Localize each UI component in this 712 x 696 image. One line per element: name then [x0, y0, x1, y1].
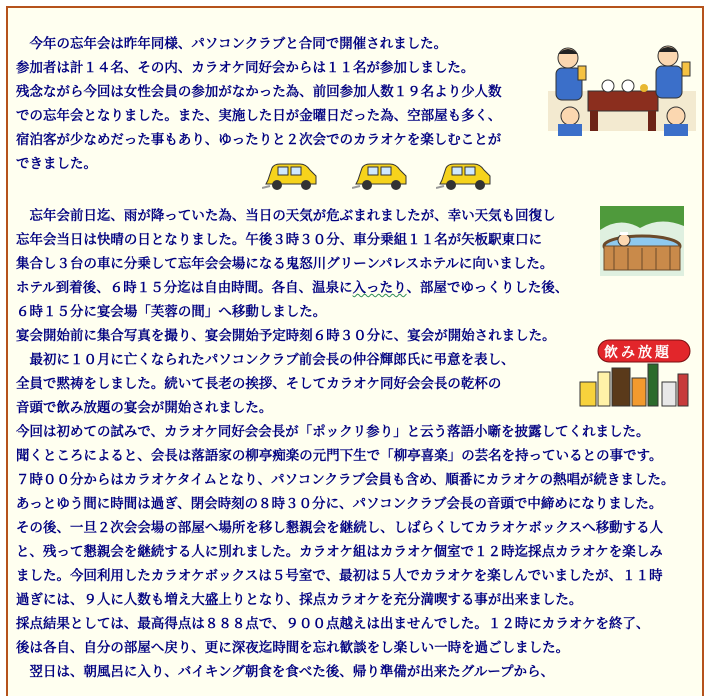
text-line: 後は各自、自分の部屋へ戻り、更に深夜迄時間を忘れ歓談をし楽しい一時を過ごしました。: [16, 641, 570, 656]
text-line: 今回は初めての試みで、カラオケ同好会会長が「ポックリ参り」と云う落語小噺を披露してくれました。: [16, 425, 650, 440]
car-icon: [262, 158, 320, 192]
text-line: ７時００分からはカラオケタイムとなり、パソコンクラブ会員も含め、順番にカラオケの熱唱が続きました。: [16, 473, 675, 488]
badge-label: 飲み放題: [604, 345, 672, 361]
text-line: ６時１５分に宴会場「芙蓉の間」へ移動しました。: [16, 305, 327, 320]
text-line: 忘年会前日迄、雨が降っていた為、当日の天気が危ぶまれましたが、幸い天気も回復し: [16, 209, 556, 224]
text-line: 参加者は計１４名、その内、カラオケ同好会からは１１名が参加しました。: [16, 61, 475, 76]
party-illustration: [548, 36, 696, 136]
text-segment: ホテル到着後、６時１５分迄は自由時間。各自、温泉に: [16, 281, 353, 296]
text-line: 翌日は、朝風呂に入り、バイキング朝食を食べた後、帰り準備が出来たグループから、: [16, 665, 555, 680]
spellcheck-underlined-word: 入ったり: [352, 281, 407, 296]
text-line: あっとゆう間に時間は過ぎ、閉会時刻の８時３０分に、パソコンクラブ会長の音頭で中締めになりました。: [16, 497, 663, 512]
car-icon: [352, 158, 410, 192]
text-line: での忘年会となりました。また、実施した日が金曜日だった為、空部屋も多く、: [16, 109, 502, 124]
text-line: その後、一旦２次会会場の部屋へ場所を移し懇親会を継続し、しばらくしてカラオケボックスへ移動する人: [16, 521, 664, 536]
text-segment: 、部屋でゆっくりした後、: [406, 281, 569, 296]
car-icon: [436, 158, 494, 192]
text-line: 忘年会当日は快晴の日となりました。午後３時３０分、車分乗組１１名が矢板駅東口に: [16, 233, 543, 248]
text-line: 過ぎには、９人に人数も増え大盛上りとなり、採点カラオケを充分満喫する事が出来ました。: [16, 593, 583, 608]
text-line: できました。: [16, 157, 97, 172]
text-line: 今年の忘年会は昨年同様、パソコンクラブと合同で開催されました。: [16, 37, 448, 52]
text-line: 残念ながら今回は女性会員の参加がなかった為、前回参加人数１９名より少人数: [16, 85, 502, 100]
text-line: 音頭で飲み放題の宴会が開始されました。: [16, 401, 273, 416]
text-line: 宴会開始前に集合写真を撮り、宴会開始予定時刻６時３０分に、宴会が開始されました。: [16, 329, 556, 344]
all-you-can-drink-illustration: [576, 338, 692, 412]
text-line: 聞くところによると、会長は落語家の柳亭痴楽の元門下生で「柳亭喜楽」の芸名を持っているとの事です。: [16, 449, 663, 464]
text-line: 宿泊客が少なめだった事もあり、ゆったりと２次会でのカラオケを楽しむことが: [16, 133, 502, 148]
text-line: 集合し３台の車に分乗して忘年会会場になる鬼怒川グリーンパレスホテルに向いました。: [16, 257, 554, 272]
hot-spring-illustration: [600, 206, 684, 276]
text-line: 全員で黙祷をしました。続いて長老の挨拶、そしてカラオケ同好会会長の乾杯の: [16, 377, 502, 392]
text-line: ました。今回利用したカラオケボックスは５号室で、最初は５人でカラオケを楽しんでいましたが、１１時: [16, 569, 663, 584]
text-line: と、残って懇親会を継続する人に別れました。カラオケ組はカラオケ個室で１２時迄採点カラオケを楽しみ: [16, 545, 663, 560]
text-line: 採点結果としては、最高得点は８８８点で、９００点越えは出ませんでした。１２時にカラオケを終了、: [16, 617, 650, 632]
text-line: [16, 280, 568, 298]
text-line: 最初に１０月に亡くなられたパソコンクラブ前会長の仲谷輝郎氏に弔意を表し、: [16, 353, 515, 368]
